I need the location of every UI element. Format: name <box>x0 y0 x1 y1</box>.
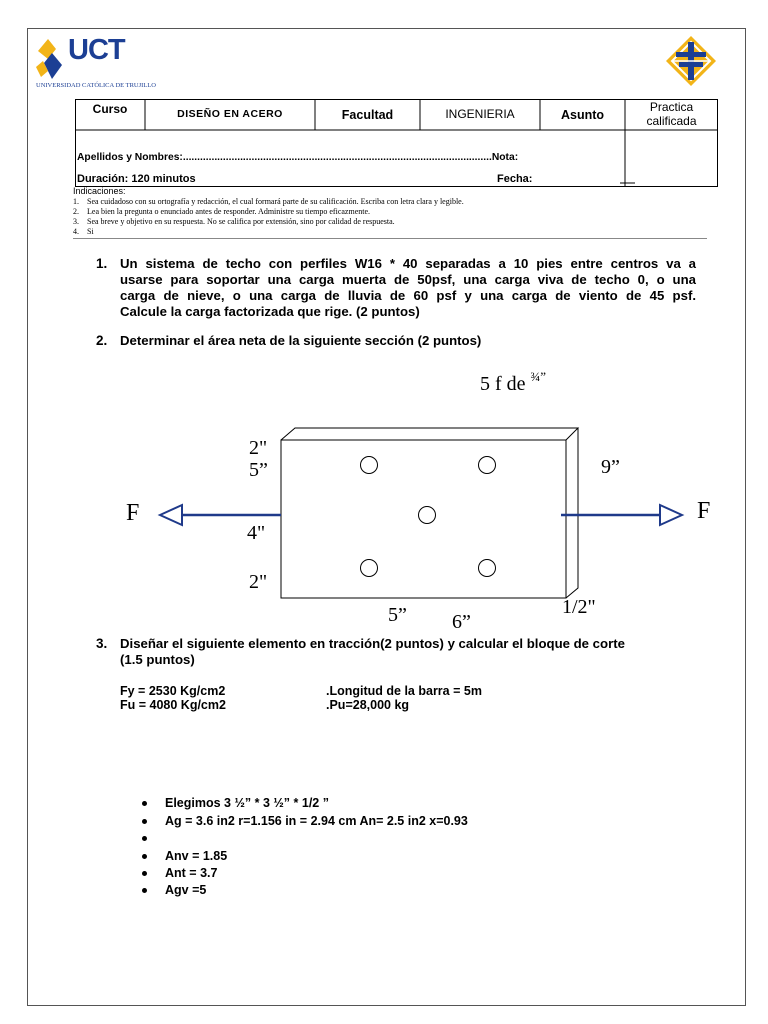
dim-2-bottom: 2" <box>249 571 268 593</box>
bolt-hole <box>479 560 496 577</box>
dim-thickness: 1/2" <box>562 596 596 618</box>
indicacion-4: 4. Si <box>73 227 94 236</box>
asunto-value <box>625 100 718 128</box>
fy-value: Fy = 2530 Kg/cm2 <box>120 684 226 698</box>
cross-logo-icon <box>664 34 718 88</box>
bullet-dot <box>142 871 147 876</box>
indicacion-1: 1. Sea cuidadoso con su ortografía y redacción, el cual formará parte de su calificación. Escriba con letra clara y legible. <box>73 197 464 206</box>
bullet-item: Anv = 1.85 <box>165 849 228 863</box>
q1-line: usarse para soportar una carga muerta de 50psf, una carga viva de techo 0, o una <box>120 272 696 287</box>
indicacion-3: 3. Sea breve y objetivo en su respuesta. No se califica por extensión, sino por calidad de respuesta. <box>73 217 395 226</box>
fu-value: Fu = 4080 Kg/cm2 <box>120 698 226 712</box>
q1-line: carga de nieve, o una carga de lluvia de 60 psf y una carga de viento de 45 psf. <box>120 288 696 303</box>
pu-value: .Pu=28,000 kg <box>326 698 410 712</box>
dim-5-bottom: 5” <box>388 604 407 626</box>
q3-line: (1.5 puntos) <box>120 652 195 667</box>
asunto-value-line2: calificada <box>646 114 697 128</box>
plate-side-edge <box>566 428 578 598</box>
asunto-label: Asunto <box>560 108 605 122</box>
q1-line: Calcule la carga factorizada que rige. (2 puntos) <box>120 304 420 319</box>
indicaciones-divider <box>73 238 707 239</box>
curso-value: DISEÑO EN ACERO <box>177 108 283 120</box>
plate-face <box>281 440 566 598</box>
indicacion-2: 2. Lea bien la pregunta o enunciado antes de responder. Administre su tiempo eficazmente. <box>73 207 371 216</box>
bolt-hole <box>479 457 496 474</box>
duracion-field: Duración: 120 minutos <box>77 173 196 185</box>
bullet-dot <box>142 801 147 806</box>
force-arrow-right-head <box>660 505 682 525</box>
q3-text <box>120 636 696 668</box>
bolts-label: 5 f de $^{\frac{3}{4}”}$ <box>480 369 547 395</box>
dim-5-left: 5” <box>249 459 268 481</box>
longitud-value: .Longitud de la barra = 5m <box>326 684 482 698</box>
curso-label: Curso <box>92 102 128 116</box>
bolt-hole <box>361 560 378 577</box>
force-arrow-left-head <box>160 505 182 525</box>
facultad-label: Facultad <box>341 108 394 122</box>
plate-figure <box>150 420 700 620</box>
bullet-item: Elegimos 3 ½” * 3 ½” * 1/2 ” <box>165 796 329 810</box>
dim-2-top: 2" <box>249 437 268 459</box>
bullet-dot <box>142 854 147 859</box>
bullet-dot <box>142 819 147 824</box>
apellidos-field: Apellidos y Nombres:............................................................................................................Nota: <box>77 152 519 163</box>
force-label-right: F <box>697 498 711 524</box>
q2-number: 2. <box>96 333 108 348</box>
dim-9: 9” <box>601 456 620 478</box>
q1-text <box>120 256 696 320</box>
dim-4: 4" <box>247 522 266 544</box>
bullet-dot <box>142 836 147 841</box>
facultad-value: INGENIERIA <box>445 107 515 121</box>
bullet-item: Ant = 3.7 <box>165 866 218 880</box>
q3-number: 3. <box>96 636 108 651</box>
plate-top-edge <box>281 428 578 440</box>
university-name: UNIVERSIDAD CATÓLICA DE TRUJILLO <box>36 82 156 89</box>
logo-text: UCT <box>68 34 125 66</box>
q1-line: Un sistema de techo con perfiles W16 * 40 separadas a 10 pies entre centros va a <box>120 256 696 271</box>
q3-line: Diseñar el siguiente elemento en tracción(2 puntos) y calcular el bloque de corte <box>120 636 625 651</box>
bullet-item: Agv =5 <box>165 883 207 897</box>
dim-6: 6” <box>452 611 471 633</box>
bolt-hole <box>419 507 436 524</box>
q2-text: Determinar el área neta de la siguiente sección (2 puntos) <box>120 333 482 348</box>
q1-number: 1. <box>96 256 108 271</box>
indicaciones-title: Indicaciones: <box>73 186 126 196</box>
bullet-item: Ag = 3.6 in2 r=1.156 in = 2.94 cm An= 2.5 in2 x=0.93 <box>165 814 468 828</box>
bolt-hole <box>361 457 378 474</box>
asunto-value-line1: Practica <box>649 100 694 114</box>
bullet-dot <box>142 888 147 893</box>
fecha-field: Fecha: <box>497 173 533 185</box>
force-label-left: F <box>126 500 140 526</box>
